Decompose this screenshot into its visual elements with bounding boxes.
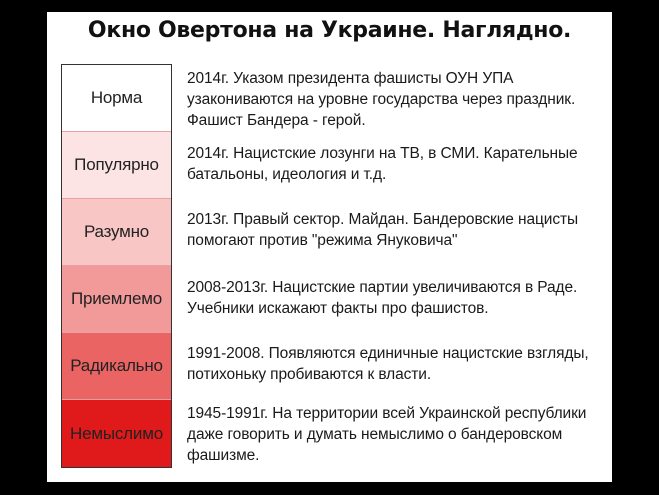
- level-radical: Радикально: [62, 333, 171, 400]
- infographic-card: [47, 12, 612, 482]
- description-popular: 2014г. Нацистские лозунги на ТВ, в СМИ. Карательные батальоны, идеология и т.д.: [187, 145, 578, 183]
- level-reasonable: Разумно: [62, 199, 171, 266]
- description-acceptable: 2008-2013г. Нацистские партии увеличиваются в Раде. Учебники искажают факты про фашистов.: [187, 279, 578, 317]
- level-norm: Норма: [62, 65, 171, 132]
- level-unthinkable: Немыслимо: [62, 400, 171, 467]
- description-unthinkable: 1945-1991г. На территории всей Украинской республики даже говорить и думать немыслимо о бандеровском фашизме.: [187, 405, 587, 464]
- overton-scale: [61, 64, 172, 468]
- level-acceptable: Приемлемо: [62, 266, 171, 333]
- description-norm: 2014г. Указом президента фашисты ОУН УПА узакониваются на уровне государства через праздник. Фашист Бандера - герой.: [187, 70, 576, 129]
- level-popular: Популярно: [62, 132, 171, 199]
- page-title: Окно Овертона на Украине. Наглядно.: [87, 18, 572, 43]
- description-radical: 1991-2008. Появляются единичные нацистские взгляды, потихоньку пробиваются к власти.: [187, 345, 589, 383]
- description-reasonable: 2013г. Правый сектор. Майдан. Бандеровские нацисты помогают против "режима Януковича": [187, 211, 579, 249]
